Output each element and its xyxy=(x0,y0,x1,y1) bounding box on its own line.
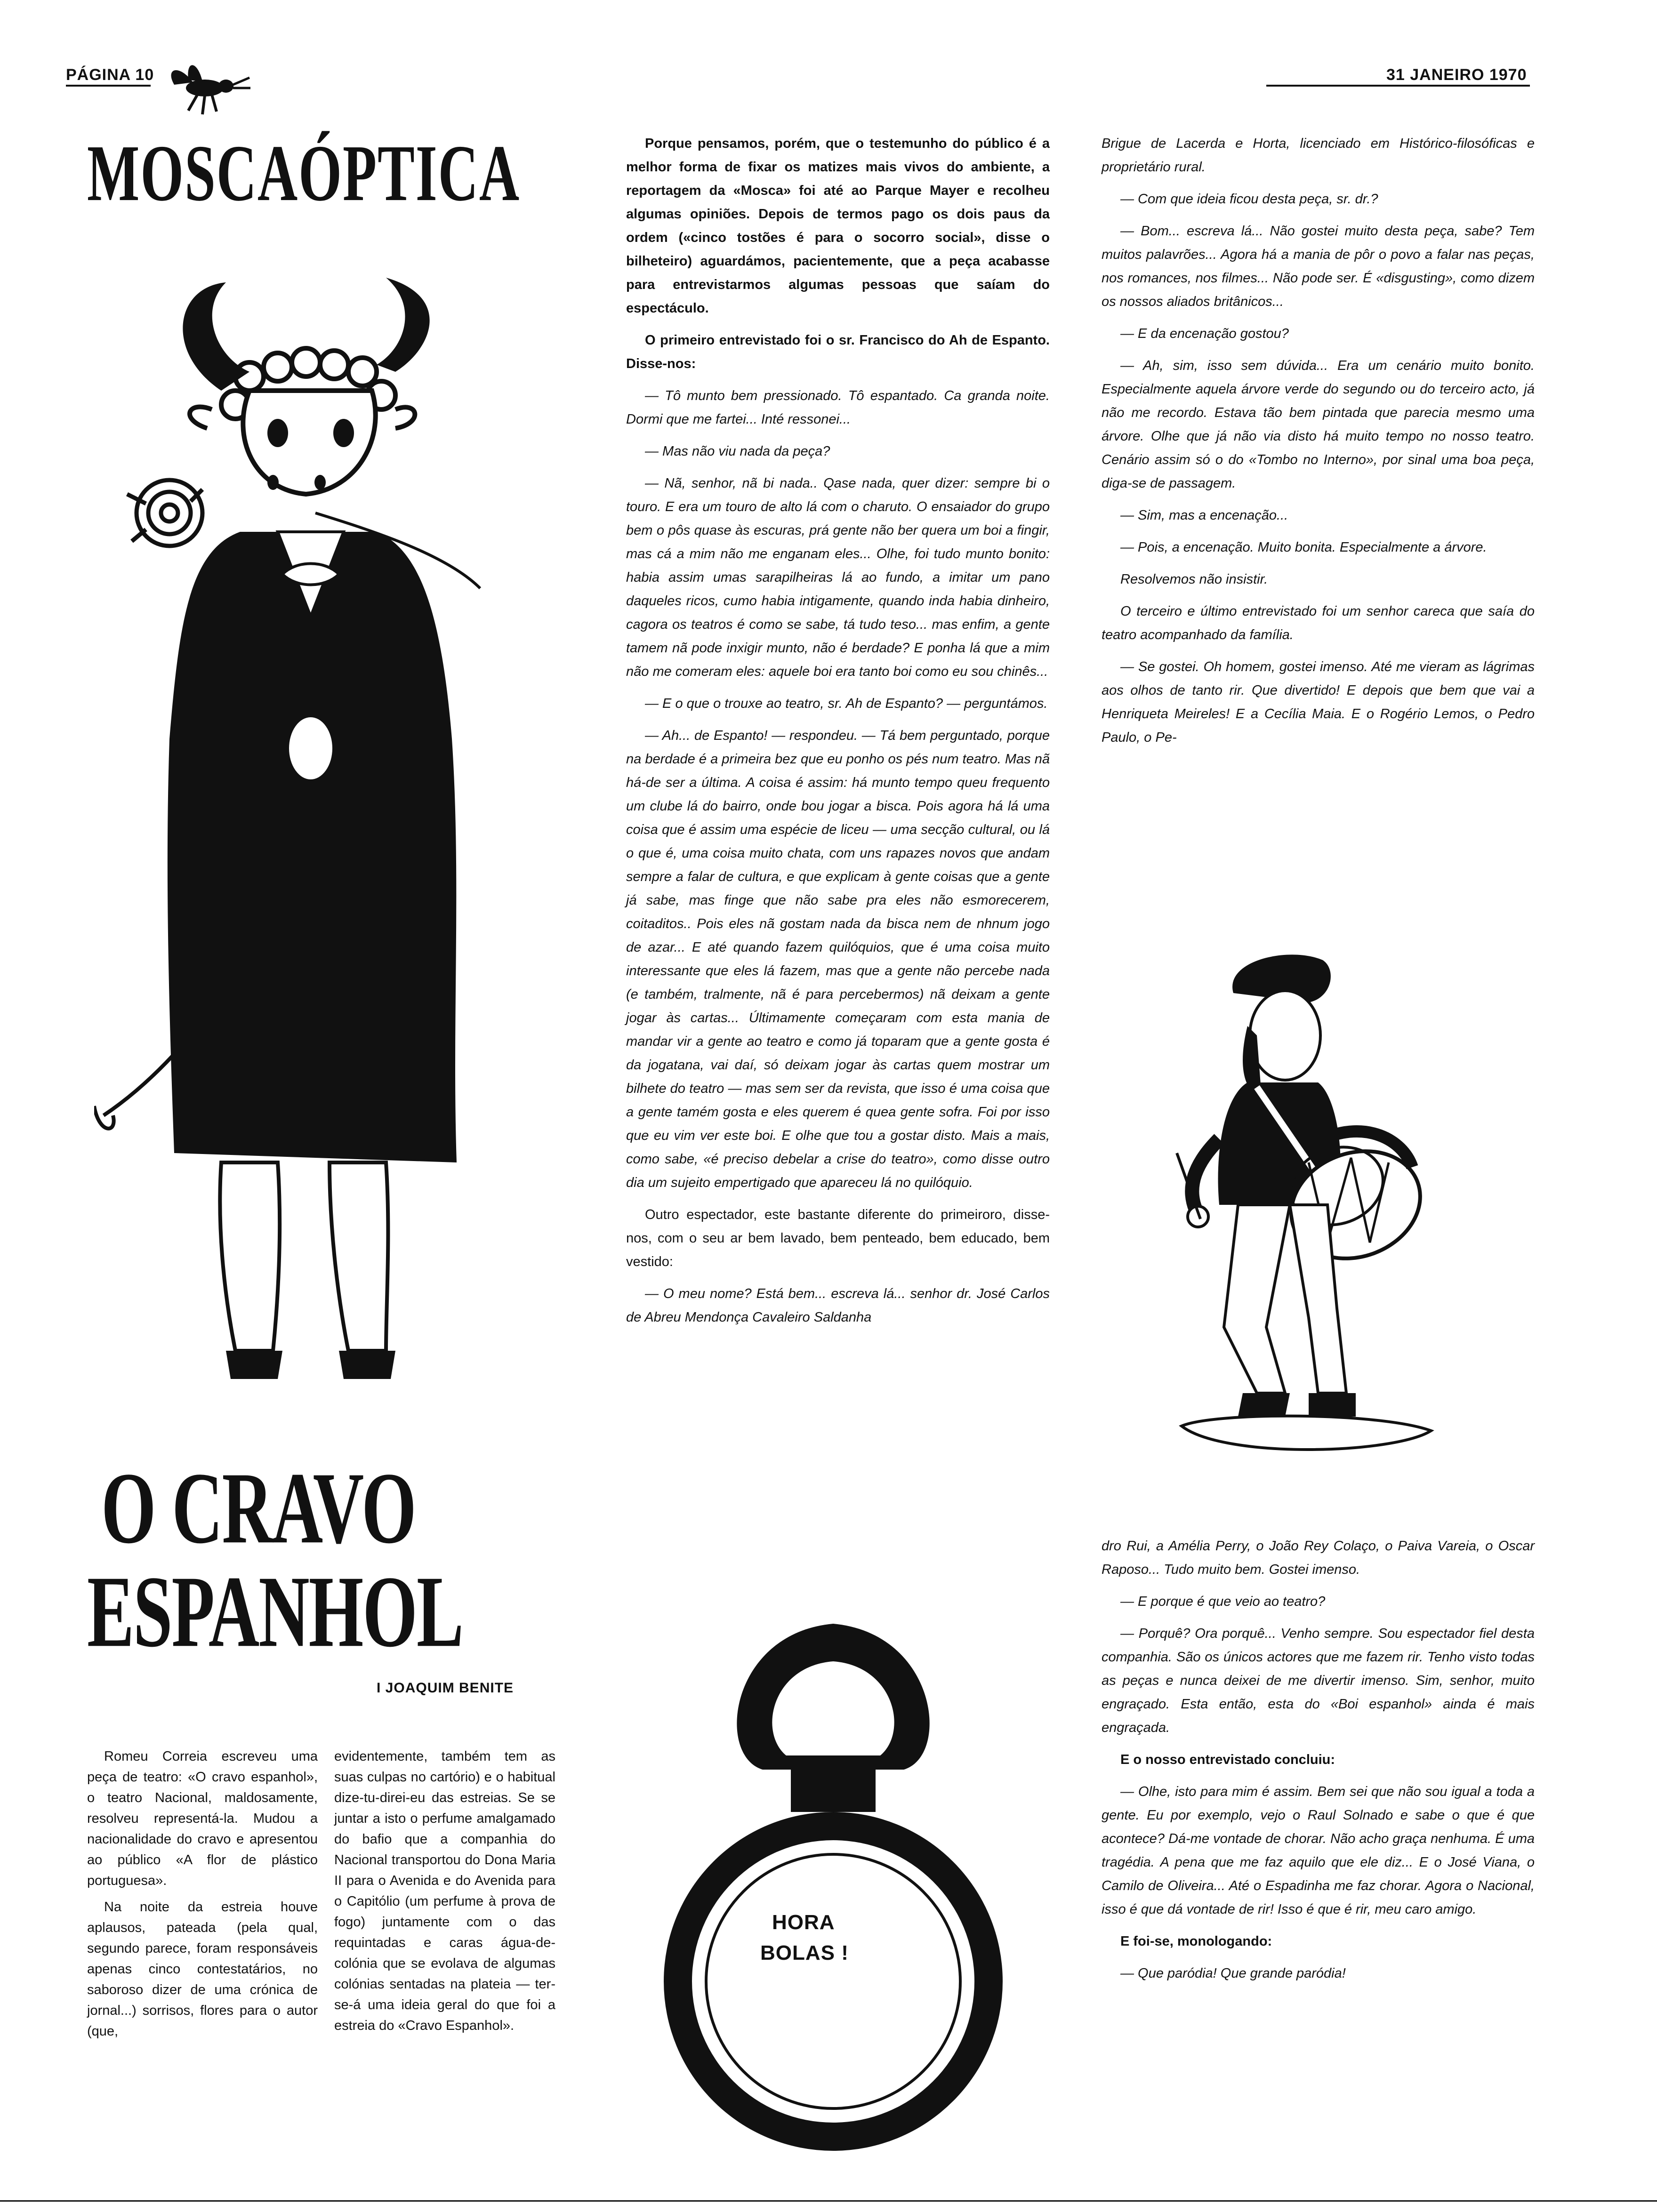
paragraph: — Que paródia! Que grande paródia! xyxy=(1120,1966,1346,1981)
byline: I JOAQUIM BENITE xyxy=(377,1680,514,1696)
paragraph: dro Rui, a Amélia Perry, o João Rey Colaço, o Paiva Vareia, o Oscar Raposo... Tudo muito bem. Gostei imenso. xyxy=(1102,1539,1535,1577)
paragraph: O primeiro entrevistado foi o sr. Francisco do Ah de Espanto. Disse-nos: xyxy=(626,333,1050,371)
article-column-3 xyxy=(626,132,1050,1338)
paragraph: E o nosso entrevistado concluiu: xyxy=(1120,1752,1335,1767)
paragraph: Resolvemos não insistir. xyxy=(1120,572,1268,587)
paragraph: — E da encenação gostou? xyxy=(1120,326,1289,341)
paragraph: — Tô munto bem pressionado. Tô espantado. Ca granda noite. Dormi que me fartei... Inté ressonei... xyxy=(626,388,1050,427)
bottle-label-line2: BOLAS ! xyxy=(760,1941,849,1964)
paragraph: evidentemente, também tem as suas culpas no cartório) e o habitual dize-tu-direi-eu das estreias. Se se juntar a isto o perfume amalgamado do bafio que a companhia do Nacional transportou do Dona Maria II para o Avenida e do Avenida para o Capitólio (um perfume à prova de fogo) juntamente com o das requintadas e caras água-de-colónia que se evolava de algumas colónias sentadas na plateia — ter-se-á uma ideia geral do que foi a estreia do «Cravo Espanhol». xyxy=(334,1749,555,2033)
paragraph: Porque pensamos, porém, que o testemunho do público é a melhor forma de fixar os matizes mais vivos do ambiente, a reportagem da «Mosca» foi até ao Parque Mayer e recolheu algumas opiniões. Depois de termos pago os dois paus da ordem («cinco tostões é para o socorro social», disse o bilheteiro) aguardámos, pacientemente, que a peça acabasse para entrevistarmos algumas pessoas que saíam do espectáculo. xyxy=(626,136,1050,316)
header-rule-left xyxy=(66,85,151,87)
masthead-title: MOSCAÓPTICA xyxy=(87,128,521,218)
fly-icon xyxy=(160,59,254,120)
paragraph: — Porquê? Ora porquê... Venho sempre. Sou espectador fiel desta companhia. São os únicos actores que me fazem rir. Tenho visto todas as peças e nunca deixei de me divertir imenso. Sim, senhor, muito engraçado. Esta então, esta do «Boi espanhol» ainda é mais engraçada. xyxy=(1102,1626,1535,1735)
headline-line2: ESPANHOL xyxy=(87,1555,463,1669)
paragraph: — Nã, senhor, nã bi nada.. Qase nada, quer dizer: sempre bi o touro. E era um touro de alto lá com o charuto. O ensaiador do grupo bem o pôs quase às escuras, prá gente não ber quera um boi a fingir, mas cá a mim não me enganam eles... Olhe, foi tudo munto bonito: habia assim umas sarapilheiras lá ao fundo, a imitar um pano daqueles ricos, cumo habia intigamente, quando inda habia dinheiro, cagora os teatros é como se sabe, tá tudo teso... mas enfim, a gente tamem nã pode inxigir munto, não é berdade? E ponha lá que a mim não me comeram eles: aquele boi era tanto boi como eu sou chinês... xyxy=(626,476,1050,679)
intro-column-2 xyxy=(334,1746,555,2042)
paragraph: — Pois, a encenação. Muito bonita. Especialmente a árvore. xyxy=(1120,540,1487,555)
article-column-4-top xyxy=(1102,132,1535,758)
header-rule-right xyxy=(1266,85,1530,87)
page-number: PÁGINA 10 xyxy=(66,66,154,84)
drummer-illustration xyxy=(1167,941,1459,1478)
page-date: 31 JANEIRO 1970 xyxy=(1386,66,1527,84)
headline-line1: O CRAVO xyxy=(101,1451,416,1565)
paragraph: Outro espectador, este bastante diferente do primeiroro, disse-nos, com o seu ar bem lavado, bem penteado, bem educado, bem vestido: xyxy=(626,1207,1050,1269)
paragraph: Na noite da estreia houve aplausos, pateada (pela qual, segundo parece, foram responsáveis apenas cinco contestatários, no saboroso dizer de uma crónica de jornal...) sorrisos, flores para o autor (que, xyxy=(87,1899,318,2039)
paragraph: O terceiro e último entrevistado foi um senhor careca que saía do teatro acompanhado da família. xyxy=(1102,604,1535,642)
paragraph: — Se gostei. Oh homem, gostei imenso. Até me vieram as lágrimas aos olhos de tanto rir. Que divertido! E depois que bem que vai a Henriqueta Meireles! E a Cecília Maia. E o Rogério Lemos, o Pedro Paulo, o Pe- xyxy=(1102,659,1535,745)
intro-column-1 xyxy=(87,1746,318,2047)
paragraph: — Sim, mas a encenação... xyxy=(1120,508,1288,523)
perfume-bottle-illustration xyxy=(645,1614,1022,2156)
paragraph: — Ah... de Espanto! — respondeu. — Tá bem perguntado, porque na berdade é a primeira bez que eu ponho os pés num teatro. Mas nã há-de ser a última. A coisa é assim: há munto tempo queu frequento um clube lá do bairro, onde bou jogar a bisca. Pois agora há lá uma coisa que é assim uma espécie de liceu — uma secção cultural, ou lá o que é, uma coisa muito chata, com uns rapazes novos que andam sempre a falar de cultura, e que explicam à gente coisas que a gente já sabe, mas finge que não sabe pra eles não esmorecerem, coitaditos.. Pois eles nã gostam nada da bisca nem de nhnum jogo de azar... E até quando fazem quilóquios, que é uma coisa muito interessante que eles lá fazem, mas que a gente não percebe nada (e também, tralmente, nã é para percebermos) nã deixam a gente jogar às cartas... Últimamente começaram com esta mania de mandar vir a gente ao teatro e como já toparam que a gente gosta é da jogatana, vai daí, só deixam jogar às cartas quem mostrar um bilhete do teatro — mas sem ser da revista, que isso é uma coisa que a gente tamém gosta e eles querem é quea gente sofra. Foi por isso que eu vim ver este boi. E olhe que tou a gostar disto. Mais a mais, como sabe, «é preciso debelar a crise do teatro», como disse outro dia um sujeito empertigado que apareceu lá no quilóquio. xyxy=(626,728,1050,1190)
bottle-label-line1: HORA xyxy=(772,1911,835,1934)
paragraph: — E porque é que veio ao teatro? xyxy=(1120,1594,1326,1609)
paragraph: — Com que ideia ficou desta peça, sr. dr.? xyxy=(1120,192,1378,207)
paragraph: — Bom... escreva lá... Não gostei muito desta peça, sabe? Tem muitos palavrões... Agora há a mania de pôr o povo a falar nas peças, nos romances, nos filmes... Não pode ser. É «disgusting», como dizem os nossos aliados britânicos... xyxy=(1102,224,1535,309)
paragraph: — Ah, sim, isso sem dúvida... Era um cenário muito bonito. Especialmente aquela árvore verde do segundo ou do terceiro acto, já não me recordo. Estava tão bem pintada que parecia mesmo uma árvore. Olhe que já não via disto há muito tempo no nosso teatro. Cenário assim só o do «Tombo no Interno», por sinal uma boa peça, diga-se de passagem. xyxy=(1102,358,1535,491)
paragraph: — Mas não viu nada da peça? xyxy=(645,444,830,459)
paragraph: Brigue de Lacerda e Horta, licenciado em Histórico-filosóficas e proprietário rural. xyxy=(1102,136,1535,175)
paragraph: — E o que o trouxe ao teatro, sr. Ah de Espanto? — perguntámos. xyxy=(645,696,1048,711)
bull-illustration xyxy=(94,268,565,1435)
paragraph: Romeu Correia escreveu uma peça de teatro: «O cravo espanhol», o teatro Nacional, maldosamente, resolveu representá-la. Mudou a nacionalidade do cravo e apresentou ao público «A flor de plástico portuguesa». xyxy=(87,1749,318,1888)
article-column-4-bottom xyxy=(1102,1534,1535,1994)
paragraph: — Olhe, isto para mim é assim. Bem sei que não sou igual a toda a gente. Eu por exemplo, vejo o Raul Solnado e sabe o que é que acontece? Dá-me vontade de chorar. Não acho graça nenhuma. É uma tragédia. A pena que me faz aquilo que ele diz... E o José Viana, o Camilo de Oliveira... Até o Espadinha me faz chorar. Agora o Nacional, isso é que dá vontade de rir! Isso é que é rir, meu caro amigo. xyxy=(1102,1784,1535,1917)
paragraph: E foi-se, monologando: xyxy=(1120,1934,1272,1949)
footer-rule xyxy=(0,2200,1657,2202)
paragraph: — O meu nome? Está bem... escreva lá... senhor dr. José Carlos de Abreu Mendonça Cavaleiro Saldanha xyxy=(626,1286,1050,1325)
